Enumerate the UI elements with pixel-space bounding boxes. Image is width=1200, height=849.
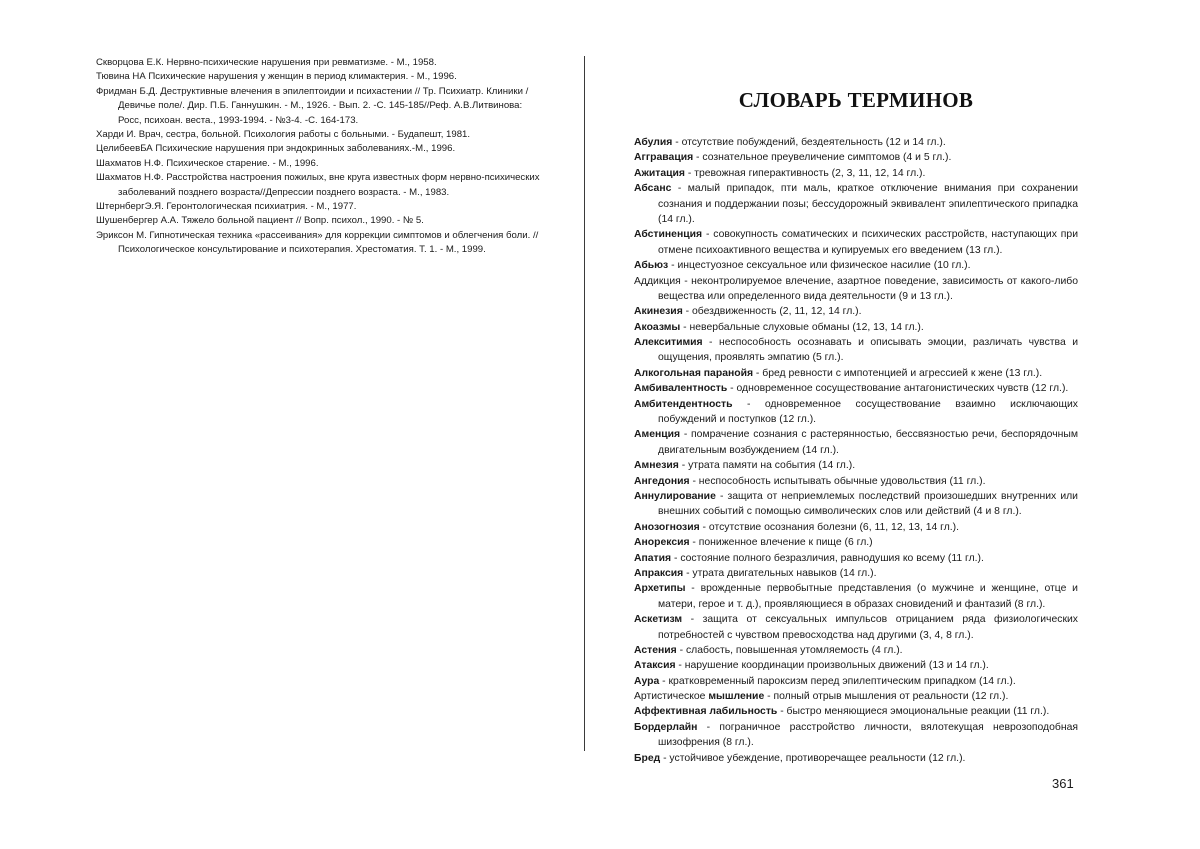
entry-definition: - неспособность испытывать обычные удовольствия (11 гл.). (689, 475, 986, 487)
glossary-entry (634, 566, 1078, 581)
reference-item: Шахматов Н.Ф. Расстройства настроения пожилых, вне круга известных форм нервно-психических заболеваний позднего возраста//Депрессии позднего возраста. - М., 1983. (96, 172, 540, 198)
entry-definition: - кратковременный пароксизм перед эпилептическим припадком (14 гл.). (659, 675, 1016, 687)
entry-term: мышление (708, 691, 765, 703)
entry-term: Абулия (634, 137, 673, 148)
entry-term: Аура (634, 675, 660, 687)
entry-term: Акоазмы (634, 321, 681, 333)
entry-term: Амнезия (634, 460, 679, 472)
entry-definition: - врожденные первобытные представления (о мужчине и женщине, отце и матери, герое и т. д.), проявляющиеся в образах сновидений и фантазий (8 гл.). (658, 583, 1078, 610)
glossary-entry (634, 581, 1078, 612)
entry-term: Ажитация (634, 167, 685, 179)
entry-term: Архетипы (634, 583, 686, 595)
glossary-entry (634, 658, 1078, 673)
glossary-page (634, 88, 1078, 766)
glossary-entry (634, 643, 1078, 658)
entry-definition: - полный отрыв мышления от реальности (12 гл.). (764, 691, 1009, 703)
glossary-entry (634, 474, 1078, 489)
reference-item: Шушенбергер А.А. Тяжело больной пациент // Вопр. психол., 1990. - № 5. (96, 215, 424, 227)
entry-definition: - обездвиженность (2, 11, 12, 14 гл.). (682, 306, 862, 318)
entry-definition: - защита от неприемлемых последствий произошедших внутренних или внешних событий с помощью символических слов или действий (4 и 8 гл.). (658, 490, 1078, 518)
entry-prefix: Аддикция - неконтролируемое влечение, азартное поведение, зависимость от какого-либо вещества или определенного вида деятельности (9 и 13 гл.). (634, 275, 1078, 302)
entry-definition: - пограничное расстройство личности, вялотекущая неврозоподобная шизофрения (8 гл.). (658, 721, 1078, 749)
glossary-entry (634, 366, 1078, 381)
entry-term: Аггравация (634, 152, 694, 164)
glossary-entry (634, 612, 1078, 643)
entry-term: Абсанс (634, 183, 672, 195)
glossary-entry (634, 489, 1078, 520)
entry-definition: - устойчивое убеждение, противоречащее реальности (12 гл.). (660, 752, 966, 764)
entry-definition: - совокупность соматических и психических расстройств, наступающих при отмене психоактивного вещества и купируемых его введением (13 гл.). (658, 229, 1078, 256)
entry-term: Аменция (634, 429, 681, 441)
entry-definition: - слабость, повышенная утомляемость (4 гл.). (676, 644, 903, 656)
glossary-entry (634, 689, 1078, 704)
glossary-entry (634, 150, 1078, 165)
glossary-entry (634, 551, 1078, 566)
glossary-entry (634, 181, 1078, 227)
glossary-entry (634, 674, 1078, 689)
glossary-entry (634, 135, 1078, 150)
entry-definition: - пониженное влечение к пище (6 гл.) (689, 537, 873, 549)
glossary-entry (634, 381, 1078, 396)
page-number: 361 (1052, 776, 1074, 791)
entry-term: Аффективная лабильность (634, 706, 778, 718)
reference-item: Шахматов Н.Ф. Психическое старение. - М., 1996. (96, 157, 319, 169)
entry-term: Аннулирование (634, 490, 716, 502)
entry-definition: - утрата двигательных навыков (14 гл.). (683, 567, 877, 579)
reference-item: Фридман Б.Д. Деструктивные влечения в эпилептоидии и психастении // Тр. Психиатр. Клиники /Девичье поле/. Дир. П.Б. Ганнушкин. - М., 1926. - Вып. 2. -С. 145-185//Реф. А.В.Литвинова: Росс, психоан. веста., 1993-1994. - №3-4. -С. 164-173. (96, 85, 529, 126)
entry-term: Абьюз (634, 260, 669, 272)
reference-item: ШтернбергЭ.Я. Геронтологическая психиатрия. - М., 1977. (96, 200, 357, 212)
reference-item: Скворцова Е.К. Нервно-психические нарушения при ревматизме. - М., 1958. (96, 57, 437, 68)
glossary-entry (634, 520, 1078, 535)
glossary-entry (634, 397, 1078, 428)
entry-term: Ангедония (634, 475, 690, 487)
glossary-entries (634, 135, 1078, 766)
entry-definition: - одновременное сосуществование антагонистических чувств (12 гл.). (727, 383, 1069, 395)
entry-term: Анозогнозия (634, 521, 700, 533)
entry-definition: - состояние полного безразличия, равнодушия ко всему (11 гл.). (671, 552, 984, 564)
glossary-entry (634, 427, 1078, 458)
page-divider (584, 56, 585, 751)
entry-definition: - невербальные слуховые обманы (12, 13, 14 гл.). (680, 321, 924, 333)
entry-definition: - помрачение сознания с растерянностью, бессвязностью речи, беспорядочным двигательным возбуждением (14 гл.). (658, 429, 1078, 456)
entry-definition: - бред ревности с импотенцией и агрессией к жене (13 гл.). (753, 367, 1043, 379)
glossary-title: СЛОВАРЬ ТЕРМИНОВ (738, 88, 974, 112)
entry-term: Анорексия (634, 537, 690, 549)
glossary-entry (634, 274, 1078, 305)
entry-term: Абстиненция (634, 229, 703, 241)
reference-item: Тювина НА Психические нарушения у женщин в период климактерия. - М., 1996. (96, 71, 457, 83)
glossary-entry (634, 720, 1078, 751)
entry-definition: - тревожная гиперактивность (2, 3, 11, 12, 14 гл.). (684, 167, 926, 179)
glossary-entry (634, 751, 1078, 766)
glossary-entry (634, 535, 1078, 550)
glossary-entry (634, 258, 1078, 273)
entry-definition: - нарушение координации произвольных движений (13 и 14 гл.). (675, 660, 989, 672)
entry-definition: - малый припадок, пти маль, краткое отключение внимания при сохранении сознания и поддержании позы; бессудорожный эквивалент эпилептического припадка (14 гл.). (658, 183, 1078, 225)
entry-term: Апраксия (634, 567, 684, 579)
entry-term: Атаксия (634, 660, 676, 672)
entry-term: Аскетизм (634, 614, 683, 626)
glossary-entry (634, 458, 1078, 473)
glossary-entry (634, 227, 1078, 258)
entry-definition: - одновременное сосуществование взаимно исключающих побуждений и поступков (12 гл.). (658, 398, 1078, 426)
reference-list (96, 56, 542, 257)
entry-definition: - инцестуозное сексуальное или физическое насилие (10 гл.). (668, 260, 971, 272)
entry-term: Бред (634, 752, 661, 764)
entry-term: Апатия (634, 552, 672, 564)
entry-definition: - быстро меняющиеся эмоциональные реакции (11 гл.). (777, 706, 1050, 718)
glossary-entry (634, 704, 1078, 719)
entry-term: Акинезия (634, 306, 683, 318)
glossary-entry (634, 166, 1078, 181)
entry-definition: - отсутствие осознания болезни (6, 11, 12, 13, 14 гл.). (699, 521, 960, 533)
reference-item: Эриксон М. Гипнотическая техника «рассеивания» для коррекции симптомов и облегчения боли. // Психологическое консультирование и психотерапия. Хрестоматия. Т. 1. - М., 1999. (96, 229, 539, 256)
entry-definition: - утрата памяти на события (14 гл.). (678, 460, 856, 472)
entry-term: Амбитендентность (634, 398, 733, 410)
entry-term: Бордерлайн (634, 721, 698, 733)
reference-item: Харди И. Врач, сестра, больной. Психология работы с больными. - Будапешт, 1981. (96, 128, 471, 140)
glossary-entry (634, 320, 1078, 335)
entry-definition: - сознательное преувеличение симптомов (4 и 5 гл.). (693, 152, 952, 164)
glossary-entry (634, 335, 1078, 366)
entry-term: Астения (634, 644, 677, 656)
entry-definition: - неспособность осознавать и описывать эмоции, различать чувства и ощущения, проявлять эмпатию (5 гл.). (658, 337, 1078, 364)
reference-item: ЦелибеевБА Психические нарушения при эндокринных заболеваниях.-М., 1996. (96, 143, 456, 155)
glossary-entry (634, 304, 1078, 319)
entry-prefix: Артистическое (634, 691, 709, 703)
entry-term: Алкогольная паранойя (634, 367, 754, 379)
entry-term: Амбивалентность (634, 383, 728, 395)
entry-term: Алекситимия (634, 337, 703, 349)
entry-definition: - защита от сексуальных импульсов отрицанием ряда физиологических потребностей с чувством превосходства над другими (3, 4, 8 гл.). (658, 614, 1078, 641)
entry-definition: - отсутствие побуждений, бездеятельность (12 и 14 гл.). (672, 137, 946, 148)
